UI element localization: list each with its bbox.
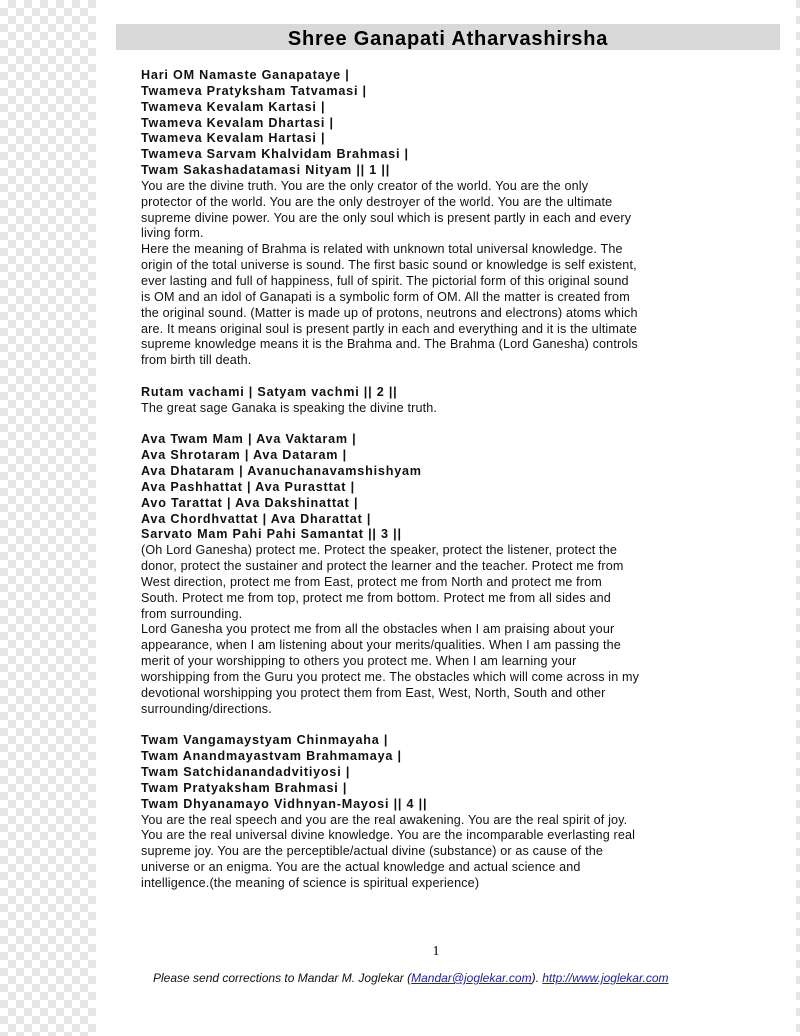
verse-line: Twameva Pratyksham Tatvamasi | xyxy=(141,83,367,98)
text-line: appearance, when I am listening about your merits/qualities. When I am passing the xyxy=(141,638,621,653)
verse-line: Ava Chordhvattat | Ava Dharattat | xyxy=(141,511,372,526)
verse-line: Avo Tarattat | Ava Dakshinattat | xyxy=(141,495,359,510)
text-line: donor, protect the sustainer and protect the learner and the teacher. Protect me from xyxy=(141,559,624,574)
paragraph-gap xyxy=(141,718,731,734)
text-line: surrounding/directions. xyxy=(141,701,272,716)
text-line: West direction, protect me from East, protect me from North and protect me from xyxy=(141,574,602,589)
document-body xyxy=(141,68,731,892)
page-number: 1 xyxy=(432,944,440,959)
footer-middle: ). xyxy=(531,971,543,985)
text-line: is OM and an idol of Ganapati is a symbolic form of OM. All the matter is created from xyxy=(141,289,630,304)
text-line: ever lasting and full of happiness, full of spirit. The pictorial form of this original sound xyxy=(141,273,629,288)
verse-line: Twameva Kevalam Kartasi | xyxy=(141,99,326,114)
text-line: (Oh Lord Ganesha) protect me. Protect the speaker, protect the listener, protect the xyxy=(141,543,618,558)
text-line: supreme divine power. You are the only soul which is present partly in each and every xyxy=(141,210,632,225)
email-link[interactable]: Mandar@joglekar.com xyxy=(411,971,532,985)
text-line: You are the real speech and you are the real awakening. You are the real spirit of joy. xyxy=(141,812,628,827)
text-line: South. Protect me from top, protect me from bottom. Protect me from all sides and xyxy=(141,590,611,605)
verse-line: Hari OM Namaste Ganapataye | xyxy=(141,68,350,82)
text-line: devotional worshipping you protect them from East, West, North, South and other xyxy=(141,685,606,700)
verse-line: Twameva Kevalam Dhartasi | xyxy=(141,115,334,130)
text-line: supreme joy. You are the perceptible/actual divine (substance) or as cause of the xyxy=(141,844,604,859)
text-line: the original sound. (Matter is made up of protons, neutrons and electrons) atoms which xyxy=(141,305,638,320)
text-line: merit of your worshipping to others you protect me. When I am learning your xyxy=(141,654,577,669)
verse-line: Ava Shrotaram | Ava Dataram | xyxy=(141,448,347,463)
paragraph-gap xyxy=(141,417,731,433)
verse-line: Ava Pashhattat | Ava Purasttat | xyxy=(141,479,355,494)
verse-line: Twam Satchidanandadvitiyosi | xyxy=(141,764,351,779)
text-line: from surrounding. xyxy=(141,606,243,621)
text-line: universe or an enigma. You are the actual knowledge and actual science and xyxy=(141,860,581,875)
footer xyxy=(153,971,753,985)
verse-line: Twameva Sarvam Khalvidam Brahmasi | xyxy=(141,147,409,162)
verse-line: Ava Dhataram | Avanuchanavamshishyam xyxy=(141,464,422,478)
text-line: from birth till death. xyxy=(141,353,252,368)
text-line: You are the real universal divine knowledge. You are the incomparable everlasting real xyxy=(141,828,636,843)
text-line: Lord Ganesha you protect me from all the obstacles when I am praising about your xyxy=(141,622,615,637)
verse-line: Ava Twam Mam | Ava Vaktaram | xyxy=(141,432,357,447)
website-link[interactable]: http://www.joglekar.com xyxy=(542,971,669,985)
verse-line: Twam Anandmayastvam Brahmamaya | xyxy=(141,749,402,764)
verse-line: Twam Dhyanamayo Vidhnyan-Mayosi || 4 || xyxy=(141,796,428,811)
text-line: The great sage Ganaka is speaking the divine truth. xyxy=(141,400,438,415)
text-line: You are the divine truth. You are the only creator of the world. You are the only xyxy=(141,178,589,193)
text-line: are. It means original soul is present partly in each and everything and it is the ultimate xyxy=(141,321,637,336)
text-line: origin of the total universe is sound. The first basic sound or knowledge is self existent, xyxy=(141,258,637,273)
text-line: worshipping from the Guru you protect me. The obstacles which will come across in my xyxy=(141,669,640,684)
text-line: Here the meaning of Brahma is related with unknown total universal knowledge. The xyxy=(141,242,623,257)
page-title: Shree Ganapati Atharvashirsha xyxy=(287,28,609,50)
paragraph-gap xyxy=(141,369,731,385)
text-line: protector of the world. You are the only destroyer of the world. You are the ultimate xyxy=(141,194,613,209)
text-line: supreme knowledge means it is the Brahma and. The Brahma (Lord Ganesha) controls xyxy=(141,337,638,352)
verse-line: Twameva Kevalam Hartasi | xyxy=(141,131,326,146)
verse-line: Rutam vachami | Satyam vachmi || 2 || xyxy=(141,384,398,399)
verse-line: Twam Vangamaystyam Chinmayaha | xyxy=(141,733,389,748)
verse-line: Twam Pratyaksham Brahmasi | xyxy=(141,780,348,795)
footer-prefix: Please send corrections to Mandar M. Joglekar ( xyxy=(153,971,412,985)
verse-line: Sarvato Mam Pahi Pahi Samantat || 3 || xyxy=(141,527,402,542)
verse-line: Twam Sakashadatamasi Nityam || 1 || xyxy=(141,163,391,178)
text-line: living form. xyxy=(141,226,204,241)
text-line: intelligence.(the meaning of science is spiritual experience) xyxy=(141,875,480,890)
